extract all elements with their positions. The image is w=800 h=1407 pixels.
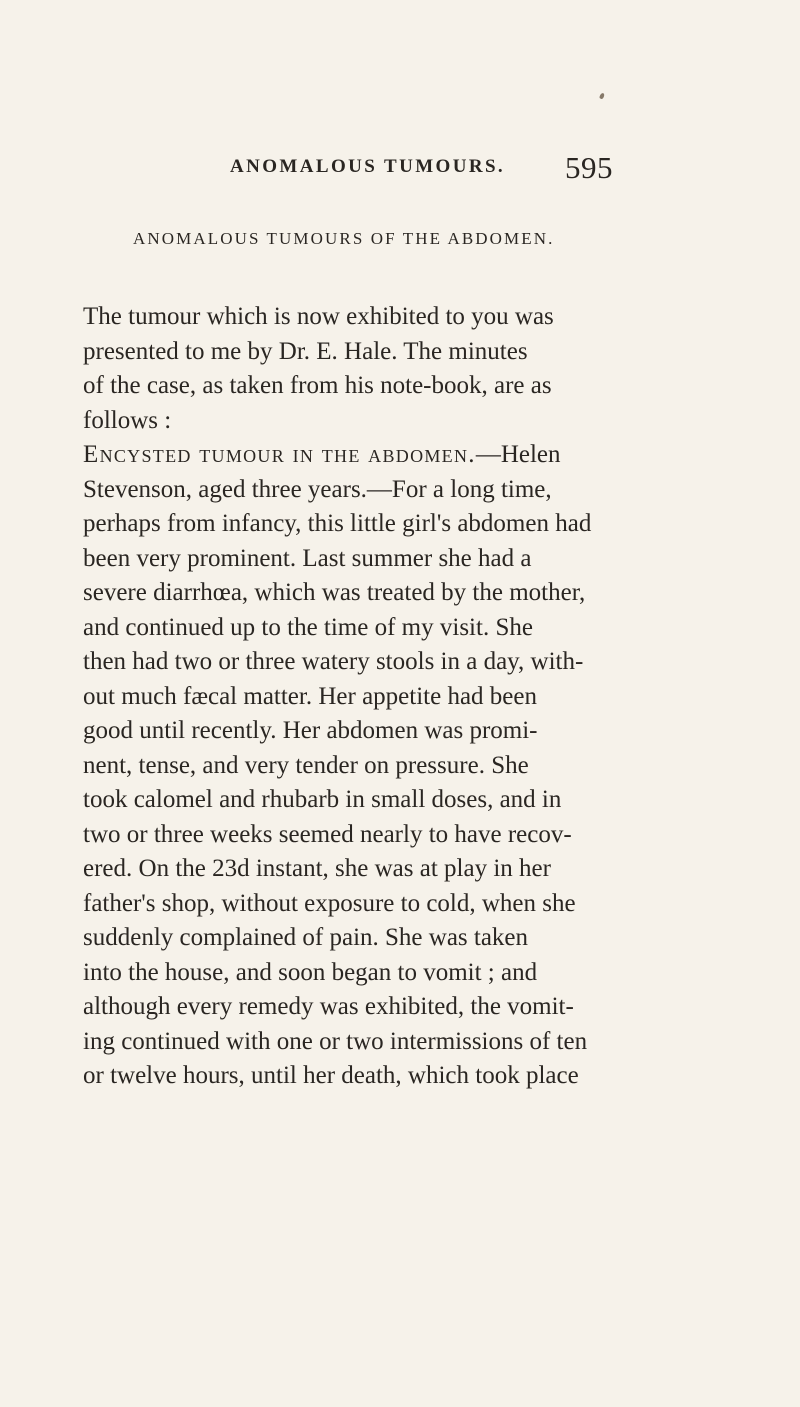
running-head — [230, 150, 710, 190]
text-line: of the case, as taken from his note-book, are as — [83, 372, 552, 399]
text-line: ing continued with one or two intermissions of ten — [83, 1027, 588, 1055]
running-title: ANOMALOUS TUMOURS. — [230, 156, 506, 177]
text-line: presented to me by Dr. E. Hale. The minutes — [83, 337, 528, 365]
text-line: severe diarrhœa, which was treated by the mother, — [83, 579, 586, 606]
text-line: The tumour which is now exhibited to you was — [83, 303, 554, 330]
text-line: been very prominent. Last summer she had a — [83, 544, 532, 572]
text-line: out much fæcal matter. Her appetite had been — [83, 682, 537, 710]
body-text — [83, 300, 703, 1094]
text-line: or twelve hours, until her death, which took place — [83, 1062, 579, 1089]
case-heading-line — [83, 438, 703, 473]
text-line: and continued up to the time of my visit. She — [83, 613, 533, 641]
text-line: follows : — [83, 406, 172, 434]
section-heading: ANOMALOUS TUMOURS OF THE ABDOMEN. — [133, 229, 555, 248]
text-line: ered. On the 23d instant, she was at play in her — [83, 855, 551, 882]
ink-speck — [599, 92, 605, 99]
case-heading-rest: —Helen — [475, 441, 561, 468]
text-line: suddenly complained of pain. She was taken — [83, 924, 529, 951]
text-line: good until recently. Her abdomen was promi- — [83, 717, 538, 744]
text-line: took calomel and rhubarb in small doses, and in — [83, 786, 562, 813]
text-line: although every remedy was exhibited, the vomit- — [83, 993, 574, 1020]
text-line: into the house, and soon began to vomit ; and — [83, 958, 538, 986]
text-line: father's shop, without exposure to cold, when she — [83, 889, 576, 917]
text-line: nent, tense, and very tender on pressure. She — [83, 751, 529, 779]
text-line: Stevenson, aged three years.—For a long time, — [83, 475, 552, 503]
case-heading: Encysted tumour in the abdomen. — [83, 441, 476, 468]
text-line: then had two or three watery stools in a day, with- — [83, 648, 584, 675]
text-line: perhaps from infancy, this little girl's abdomen had — [83, 510, 592, 537]
page-number: 595 — [565, 150, 613, 185]
text-line: two or three weeks seemed nearly to have recov- — [83, 820, 572, 848]
